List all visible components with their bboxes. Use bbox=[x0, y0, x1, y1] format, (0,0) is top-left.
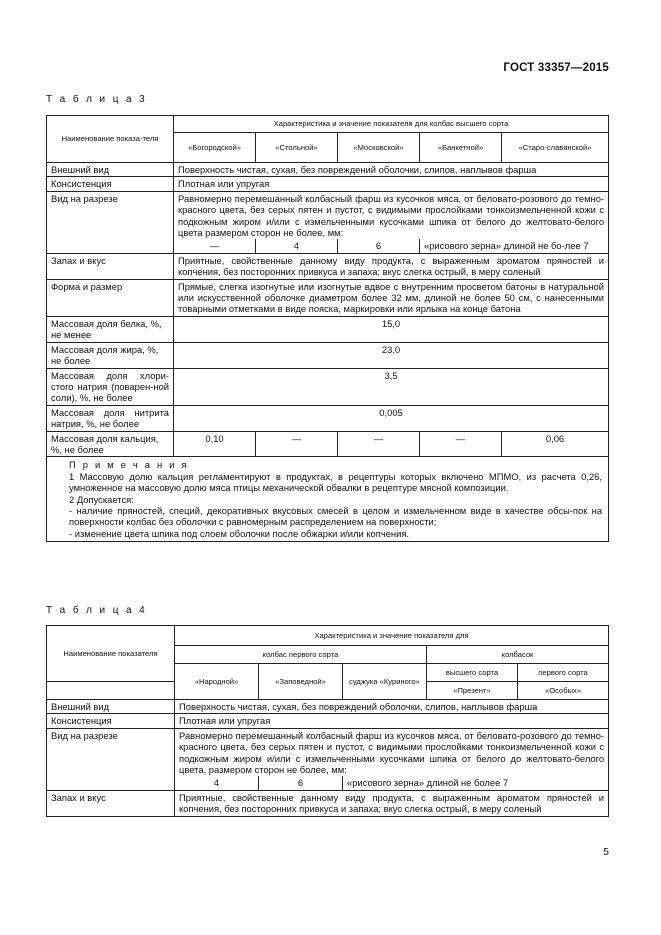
row-value: 15,0 bbox=[174, 316, 609, 342]
table-row bbox=[47, 279, 609, 316]
calcium-value: — bbox=[338, 431, 420, 457]
table4-col-kurinogo: суджука «Куриного» bbox=[343, 664, 427, 700]
row-label: Массовая доля кальция, %, не более bbox=[47, 431, 174, 457]
table4-caption: Т а б л и ц а 4 bbox=[46, 605, 148, 616]
calcium-value: — bbox=[420, 431, 502, 457]
row-label: Массовая доля хлори-стого натрия (поварен-ной соли), %, не более bbox=[47, 368, 174, 405]
calcium-value: 0,10 bbox=[174, 431, 256, 457]
table3 bbox=[46, 115, 609, 542]
document-id: ГОСТ 33357—2015 bbox=[503, 62, 609, 74]
table4-sub-sausages: колбасок bbox=[427, 646, 609, 664]
row-label: Вид на разрезе bbox=[47, 191, 174, 253]
row-label: Запах и вкус bbox=[47, 253, 174, 279]
table-row bbox=[47, 368, 609, 405]
cut-size-value: 6 bbox=[259, 776, 343, 790]
table4-head-param: Наименование показателя bbox=[47, 626, 175, 682]
row-value: Равномерно перемешанный колбасный фарш из кусочков мяса, от беловато-розового до темно-красного цвета, без серых пятен и пустот, с видимыми прослойками тонкоизмельченной кожи с подкожным жиром и/или с измельченными кусочками шпика от белого до желтовато-белого цвета, размером сторон не более, мм: bbox=[175, 728, 609, 776]
table4-sub-first-grade-2: первого сорта bbox=[518, 664, 609, 682]
table4-col-narodnoy: «Народной» bbox=[175, 664, 259, 700]
table-row bbox=[47, 316, 609, 342]
row-label: Массовая доля нитрита натрия, %, не более bbox=[47, 405, 174, 431]
row-value: 3,5 bbox=[174, 368, 609, 405]
table3-caption: Т а б л и ц а 3 bbox=[46, 94, 148, 105]
row-value: Плотная или упругая bbox=[175, 714, 609, 728]
cut-size-value: «рисового зерна» длиной не бо-лее 7 bbox=[420, 239, 609, 253]
table-notes-row bbox=[47, 457, 609, 542]
cut-size-value: — bbox=[174, 239, 256, 253]
note-1: 1 Массовую долю кальция регламентируют в продуктах, в рецептуры которых включено МПМО, из расчета 0,26, умноженное на массовую долю мяса птицы механической обвалки в рецептуре мясной композиции. bbox=[69, 470, 603, 494]
table-row bbox=[47, 342, 609, 368]
row-label: Массовая доля жира, %, не более bbox=[47, 342, 174, 368]
cut-size-value: 4 bbox=[175, 776, 259, 790]
note-2a: - наличие пряностей, специй, декоративных вкусовых смесей в целом и измельченном виде в качестве обсы-пок на поверхности колбас без оболочки с равномерным распределением на поверхности; bbox=[69, 504, 603, 528]
row-value: Равномерно перемешанный колбасный фарш из кусочков мяса, от беловато-розового до темно-красного цвета, без серых пятен и пустот, с видимыми прослойками тонкоизмельченной кожи с подкожным жиром и/или с измельченными кусочками шпика от белого до желтовато-белого цвета размером сторон не более, мм: bbox=[174, 191, 609, 239]
table4-head-group: Характеристика и значение показателя для bbox=[175, 626, 609, 646]
table4-col-osobyh: «Особых» bbox=[518, 682, 609, 700]
table-row bbox=[47, 728, 609, 776]
calcium-value: — bbox=[256, 431, 338, 457]
table-row bbox=[47, 405, 609, 431]
cut-size-value: «рисового зерна» длиной не более 7 bbox=[343, 776, 609, 790]
table-row bbox=[47, 714, 609, 728]
row-value: Приятные, свойственные данному виду продукта, с выраженным ароматом пряностей и копчения, без посторонних привкуса и запаха; вкус слегка острый, в меру соленый bbox=[175, 790, 609, 816]
table-row bbox=[47, 700, 609, 714]
row-label: Запах и вкус bbox=[47, 790, 175, 816]
table-row bbox=[47, 177, 609, 191]
cut-size-value: 4 bbox=[256, 239, 338, 253]
calcium-value: 0,06 bbox=[502, 431, 609, 457]
row-label: Внешний вид bbox=[47, 700, 175, 714]
table-row bbox=[47, 431, 609, 457]
row-label: Внешний вид bbox=[47, 163, 174, 177]
table4-col-zapovednoy: «Заповедной» bbox=[259, 664, 343, 700]
row-label: Форма и размер bbox=[47, 279, 174, 316]
row-value: 0,005 bbox=[174, 405, 609, 431]
row-value: Приятные, свойственные данному виду продукта, с выраженным ароматом пряностей и копчения, без посторонних привкуса и запаха; вкус слегка острый, в меру соленый bbox=[174, 253, 609, 279]
table3-col-banketnoy: «Банкетной» bbox=[420, 133, 502, 163]
note-2: 2 Допускается: bbox=[69, 493, 134, 505]
table3-head-param: Наименование показа-теля bbox=[47, 116, 174, 163]
table4 bbox=[46, 625, 609, 817]
row-value: Плотная или упругая bbox=[174, 177, 609, 191]
row-label: Массовая доля белка, %, не менее bbox=[47, 316, 174, 342]
table-row bbox=[47, 191, 609, 239]
table4-sub-first-grade: колбас первого сорта bbox=[175, 646, 427, 664]
note-2b: - изменение цвета шпика под слоем оболочки после обжарки и/или копчения. bbox=[69, 527, 410, 539]
row-label: Консистенция bbox=[47, 177, 174, 191]
page-number: 5 bbox=[603, 846, 609, 858]
row-value: 23,0 bbox=[174, 342, 609, 368]
table3-notes bbox=[47, 457, 609, 542]
table-row bbox=[47, 163, 609, 177]
table3-col-moskovskoy: «Московской» bbox=[338, 133, 420, 163]
row-value: Прямые, слегка изогнутые или изогнутые вдвое с внутренним просветом батоны в натуральной или искусственной оболочке диаметром более 32 мм, длиной не более 50 см, с нанесенными товарными отметками в виде пояска, маркировки или ярлыка на конце батона bbox=[174, 279, 609, 316]
table3-col-stolnoy: «Стольной» bbox=[256, 133, 338, 163]
table4-col-prezent: «Презент» bbox=[427, 682, 518, 700]
table-row bbox=[47, 790, 609, 816]
table3-head-group: Характеристика и значение показателя для колбас высшего сорта bbox=[174, 116, 609, 133]
table3-col-bogorodskoy: «Богородской» bbox=[174, 133, 256, 163]
table4-sub-highest-grade: высшего сорта bbox=[427, 664, 518, 682]
row-label: Консистенция bbox=[47, 714, 175, 728]
row-label: Вид на разрезе bbox=[47, 728, 175, 790]
cut-size-value: 6 bbox=[338, 239, 420, 253]
row-value: Поверхность чистая, сухая, без повреждений оболочки, слипов, наплывов фарша bbox=[175, 700, 609, 714]
row-value: Поверхность чистая, сухая, без повреждений оболочки, слипов, наплывов фарша bbox=[174, 163, 609, 177]
table-row bbox=[47, 253, 609, 279]
table3-col-staroslavyanskoy: «Старо-славянской» bbox=[502, 133, 609, 163]
table4-head-param-cont bbox=[47, 682, 175, 700]
notes-title: П р и м е ч а н и я bbox=[69, 459, 189, 471]
